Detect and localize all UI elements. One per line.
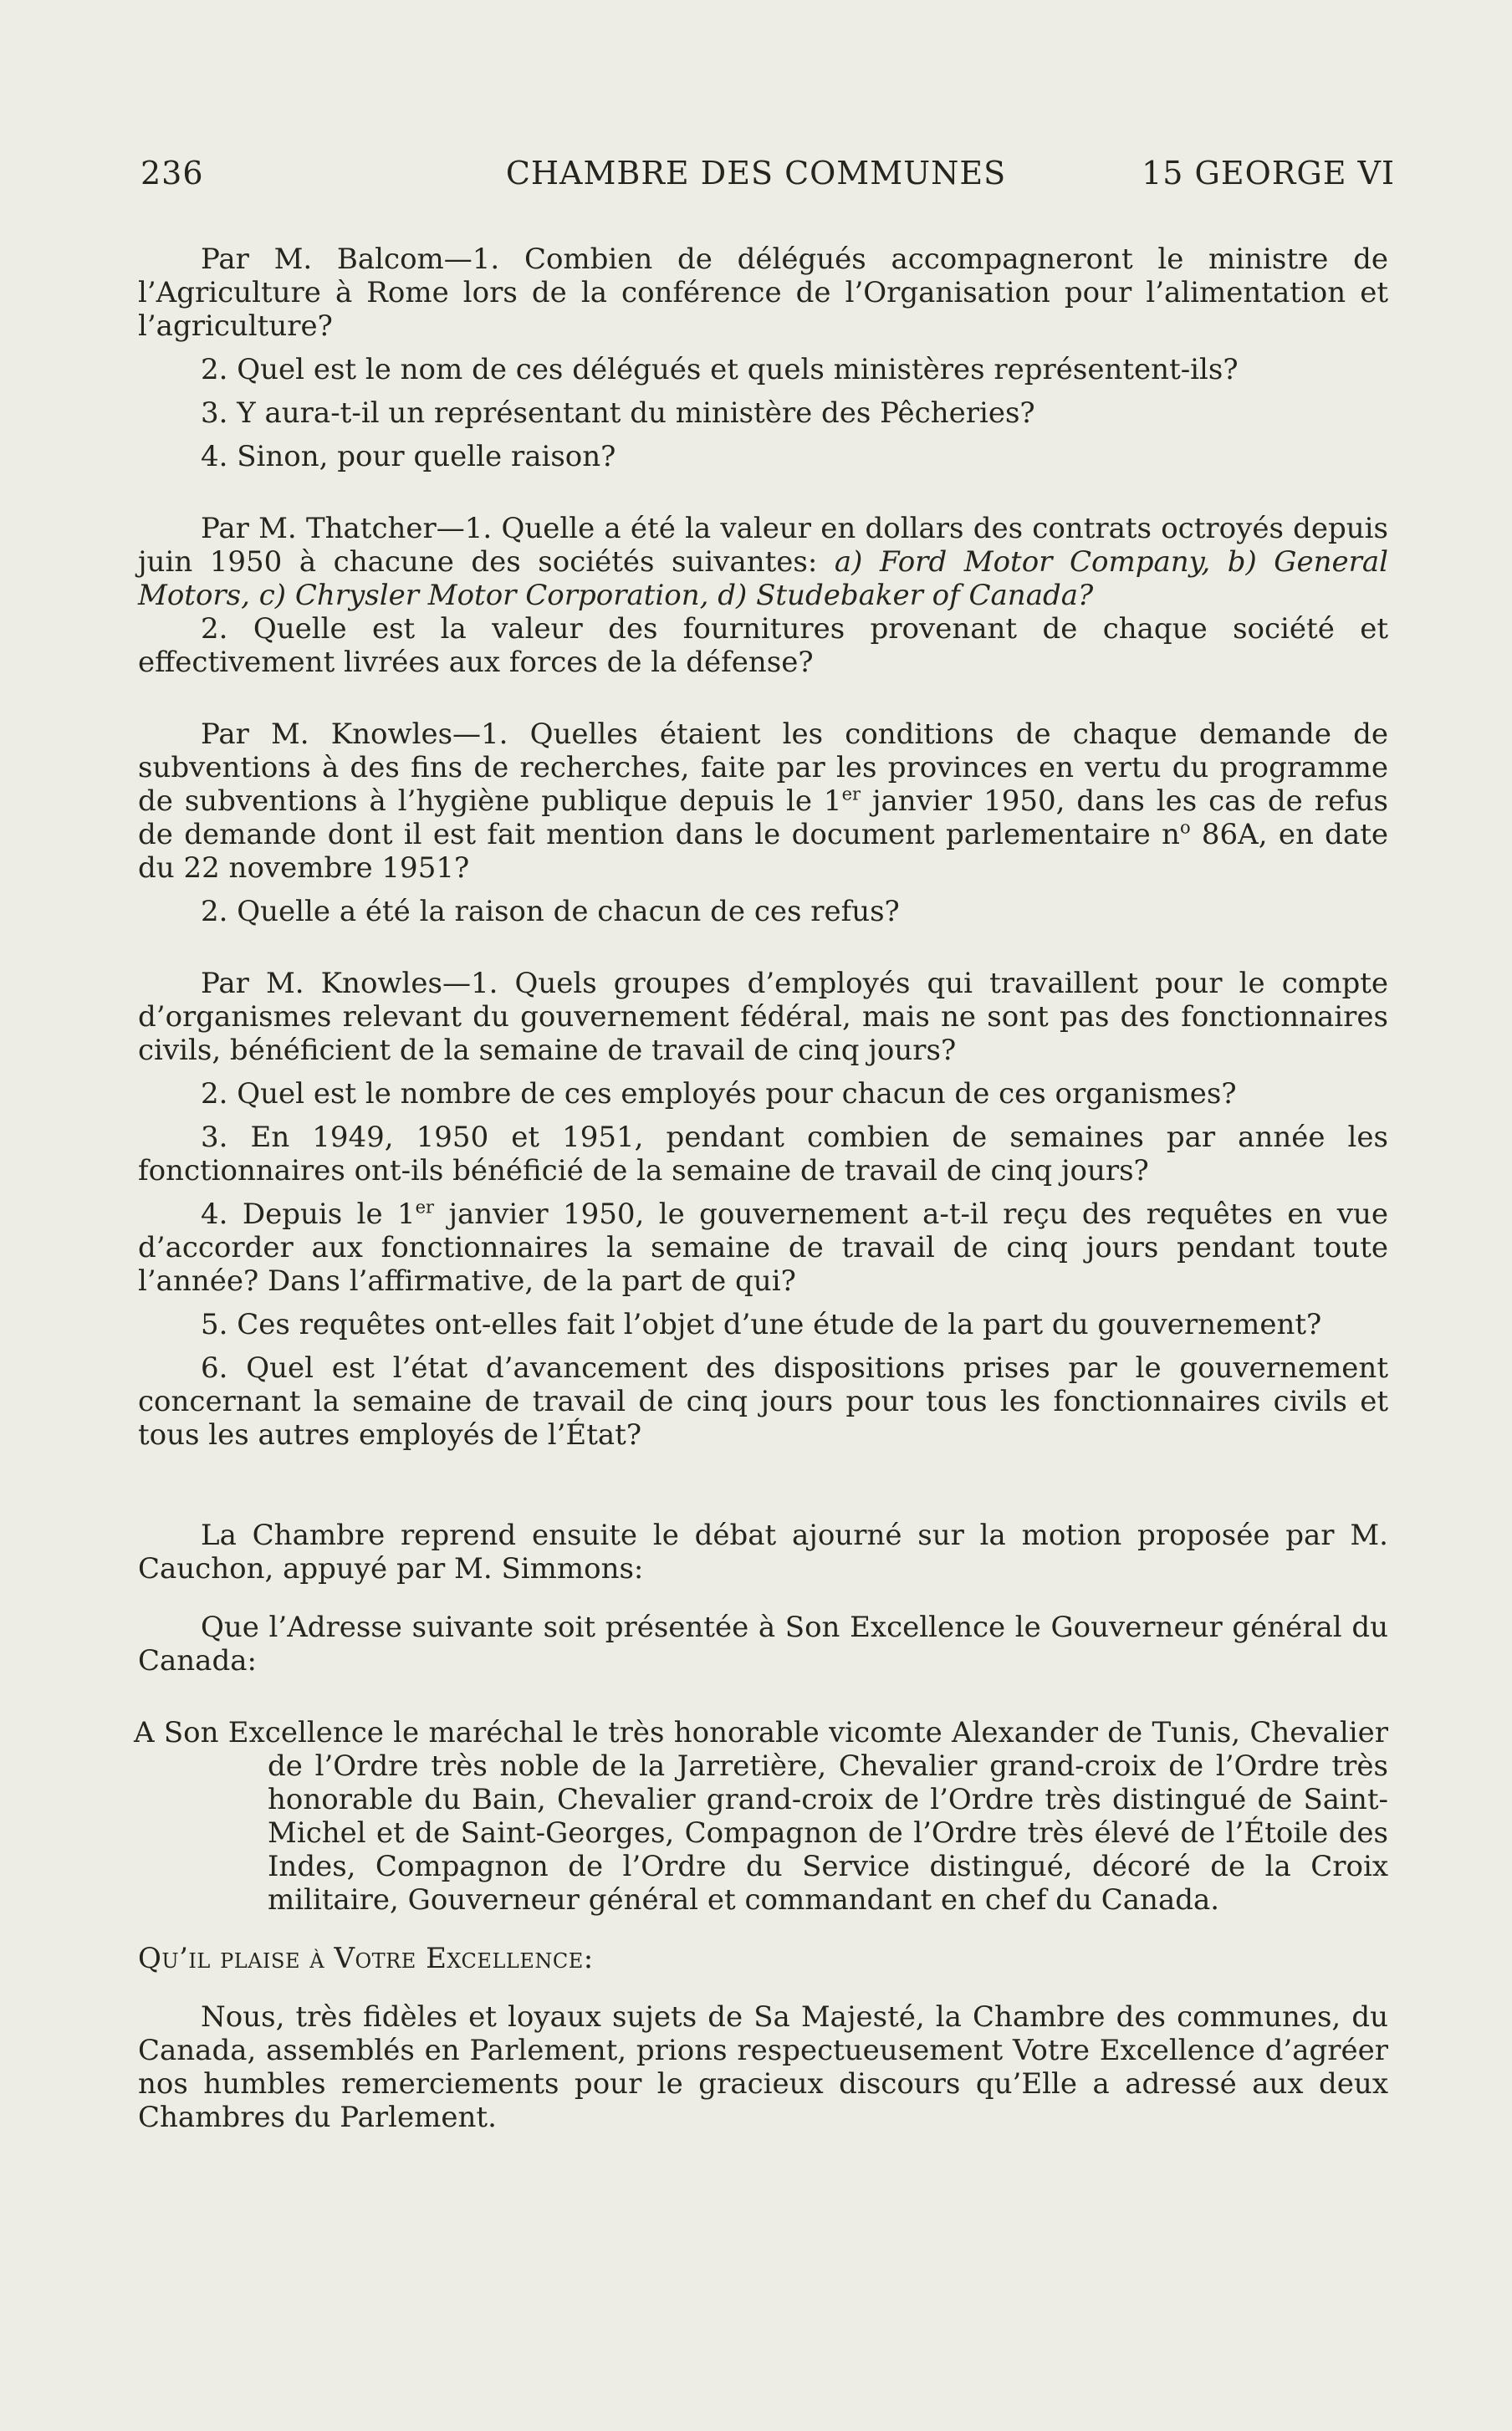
superscript: er (841, 784, 861, 804)
question-knowles-workweek: Par M. Knowles—1. Quels groupes d’employés qui travaillent pour le compte d’organismes relevant du gouvernement fédéral, mais ne sont pas des fonctionnaires civils, bénéficient de la semaine de travail de cinq jours? (138, 967, 1388, 1067)
address-closing: Nous, très fidèles et loyaux sujets de Sa Majesté, la Chambre des communes, du Canada, assemblés en Parlement, prions respectueusement Votre Excellence d’agréer nos humbles remerciements pour le gracieux discours qu’Elle a adressé aux deux Chambres du Parlement. (138, 2000, 1388, 2134)
question-balcom: Par M. Balcom—1. Combien de délégués accompagneront le ministre de l’Agriculture à Rome lors de la conférence de l’Organisation pour l’alimentation et l’agriculture? (138, 243, 1388, 343)
item-label: c) (258, 579, 287, 612)
question-item: 4. Sinon, pour quelle raison? (201, 440, 616, 473)
question-text: Par M. Knowles—1. Quelles étaient les conditions de chaque demande de subventions à des fins de recherches, faite par les provinces en vertu du programme de subventions à l’hygiène publique depuis le 1 (138, 718, 1388, 818)
question-text: janvier 1950, dans les cas de refus de demande dont il est fait mention dans le document parlementaire n (138, 784, 1388, 851)
question-item: 2. Quel est le nom de ces délégués et quels ministères représentent-ils? (201, 353, 1239, 386)
company-name: Studebaker of Canada? (756, 579, 1094, 612)
question-knowles-grants (138, 718, 1388, 885)
session-label: 15 GEORGE VI (1142, 155, 1395, 192)
company-name: Chrysler Motor Corporation, (294, 579, 709, 612)
question-text: janvier 1950, le gouvernement a-t-il reçu des requêtes en vue d’accorder aux fonctionnaires la semaine de travail de cinq jours pendant toute l’année? Dans l’affirmative, de la part de qui? (138, 1198, 1388, 1298)
question-item: 2. Quel est le nombre de ces employés pour chacun de ces organismes? (201, 1077, 1237, 1111)
address-salutation: A Son Excellence le maréchal le très honorable vicomte Alexander de Tunis, Chevalier de l’Ordre très noble de la Jarretière, Chevalier grand-croix de l’Ordre très honorable du Bain, Chevalier grand-croix de l’Ordre très distingué de Saint-Michel et de Saint-Georges, Compagnon de l’Ordre très élevé de l’Étoile des Indes, Compagnon de l’Ordre du Service distingué, décoré de la Croix militaire, Gouverneur général et commandant en chef du Canada. (134, 1716, 1388, 1917)
question-item: 3. Y aura-t-il un représentant du ministère des Pêcheries? (201, 396, 1035, 430)
page-title: CHAMBRE DES COMMUNES (505, 155, 1007, 192)
company-name: General Motors, (138, 545, 1388, 612)
running-header (0, 155, 1512, 205)
question-item: 6. Quel est l’état d’avancement des dispositions prises par le gouvernement concernant la semaine de travail de cinq jours pour tous les fonctionnaires civils et tous les autres employés de l’État? (138, 1351, 1388, 1452)
question-item: 5. Ces requêtes ont-elles fait l’objet d’une étude de la part du gouvernement? (201, 1308, 1322, 1341)
question-item: 2. Quelle est la valeur des fournitures provenant de chaque société et effectivement livrées aux forces de la défense? (138, 612, 1388, 679)
superscript: o (1179, 817, 1191, 838)
question-text: 4. Depuis le 1 (201, 1198, 416, 1231)
company-name: Ford Motor Company, (879, 545, 1211, 579)
address-intro: Que l’Adresse suivante soit présentée à Son Excellence le Gouverneur général du Canada: (138, 1611, 1388, 1678)
item-label: a) (834, 545, 863, 579)
question-thatcher (138, 512, 1388, 612)
question-item: 3. En 1949, 1950 et 1951, pendant combien de semaines par année les fonctionnaires ont-ils bénéficié de la semaine de travail de cinq jours? (138, 1121, 1388, 1187)
question-item (138, 1198, 1388, 1298)
address-heading: Qu’il plaise à Votre Excellence: (138, 1942, 594, 1975)
debate-resume: La Chambre reprend ensuite le débat ajourné sur la motion proposée par M. Cauchon, appuyé par M. Simmons: (138, 1519, 1388, 1586)
page-number: 236 (140, 155, 204, 192)
question-text: Par M. Thatcher—1. Quelle a été la valeur en dollars des contrats octroyés depuis juin 1950 à chacune des sociétés suivantes: (138, 512, 1388, 579)
body-text (134, 243, 1388, 2134)
superscript: er (415, 1197, 435, 1218)
item-label: d) (718, 579, 748, 612)
question-text: 86A, en date du 22 novembre 1951? (138, 818, 1388, 885)
item-label: b) (1227, 545, 1257, 579)
question-item: 2. Quelle a été la raison de chacun de ces refus? (201, 895, 900, 928)
